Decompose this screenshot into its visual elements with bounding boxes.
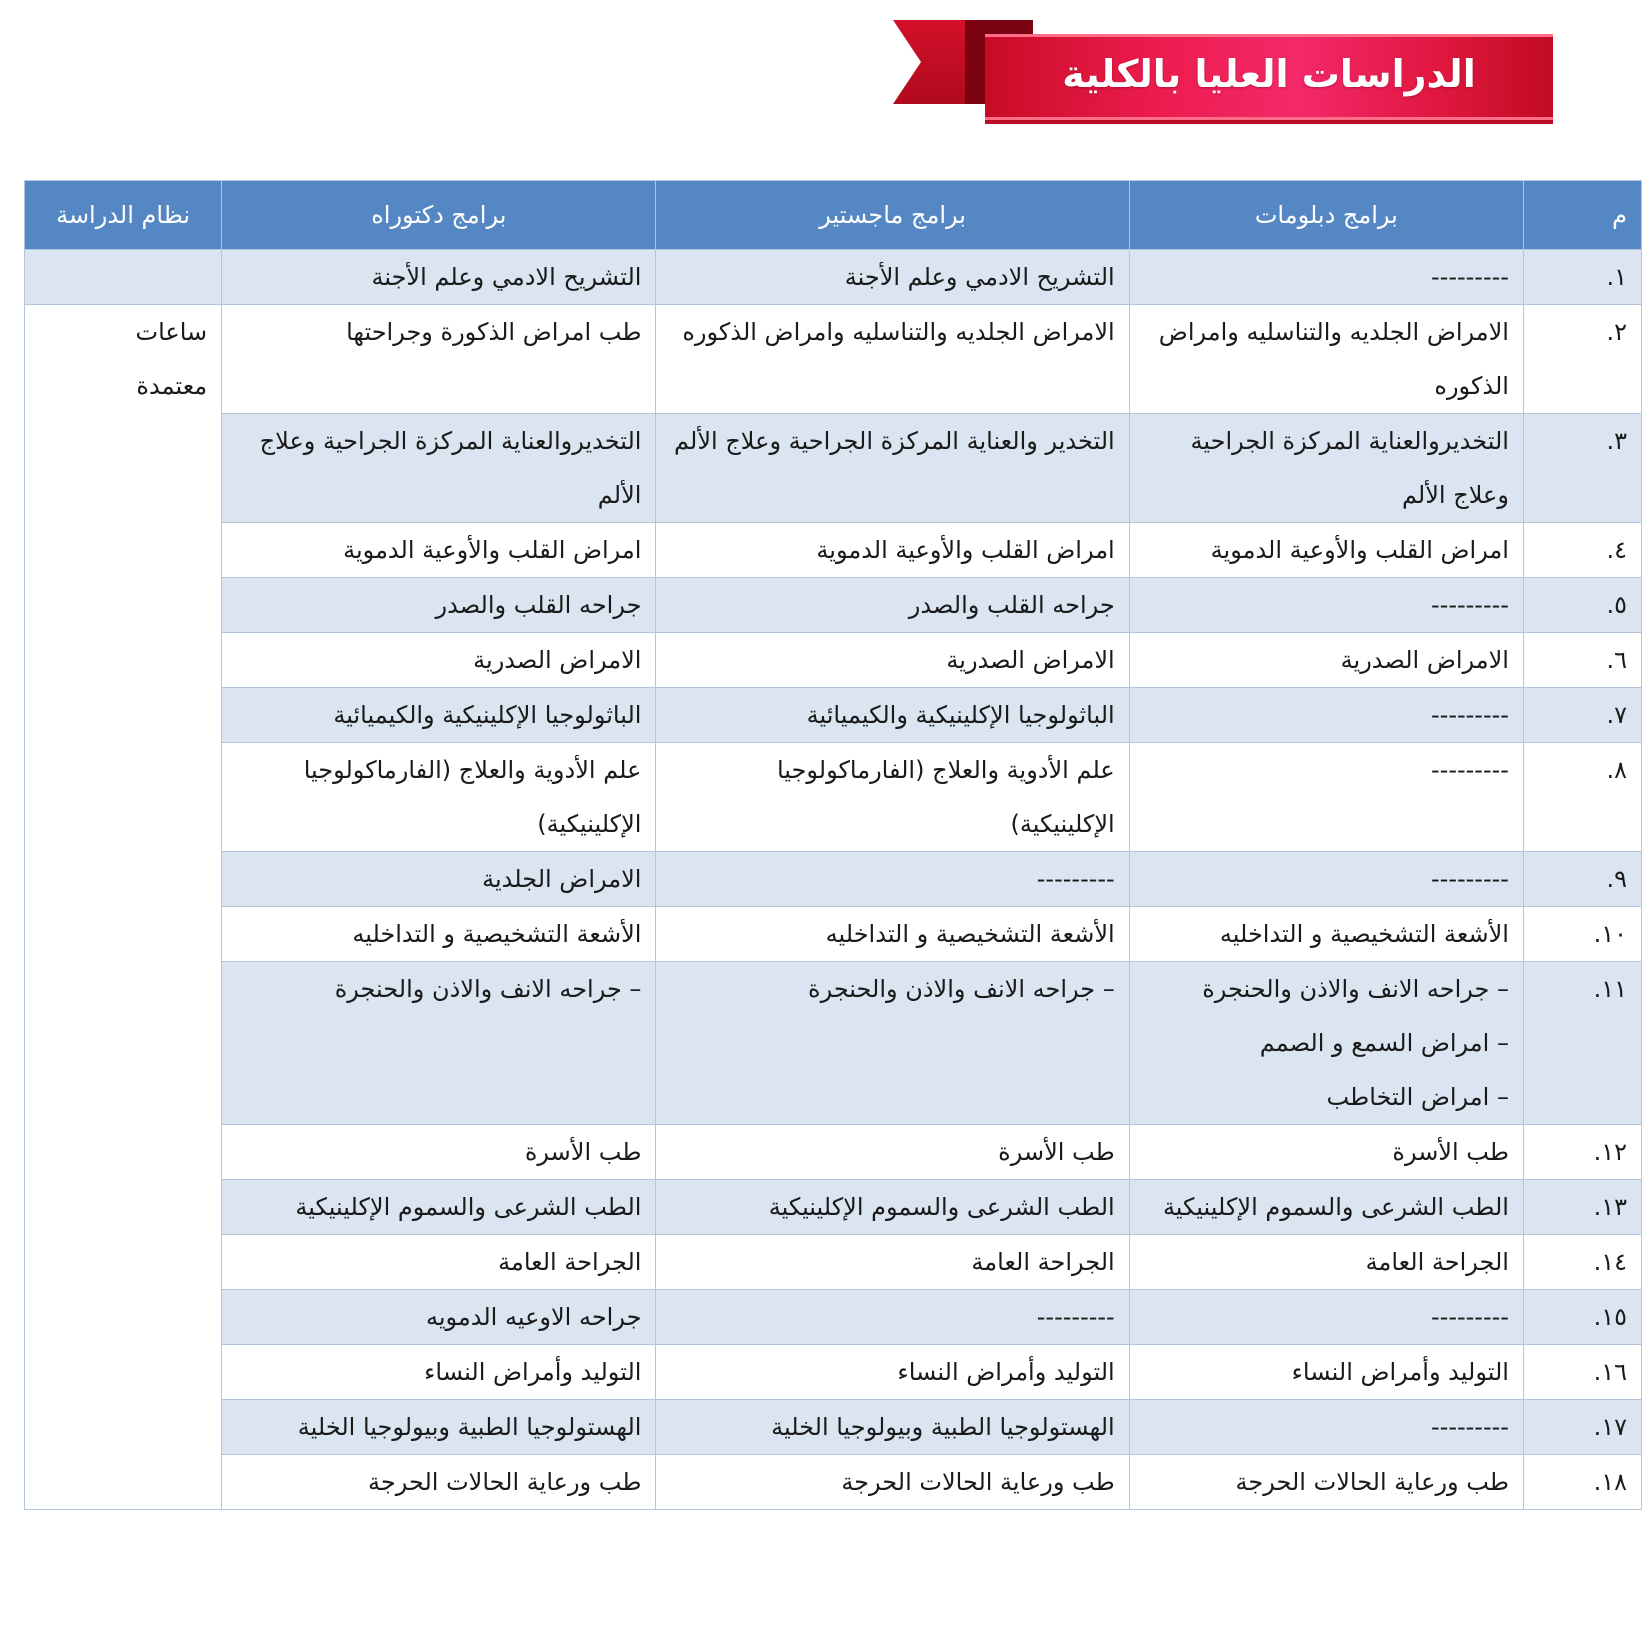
- cell-diploma: طب الأسرة: [1129, 1125, 1523, 1180]
- cell-num: ٧.: [1523, 688, 1641, 743]
- table-row: [25, 250, 1642, 305]
- cell-master: الأشعة التشخيصية و التداخليه: [656, 907, 1129, 962]
- cell-doctorate: الامراض الجلدية: [222, 852, 656, 907]
- cell-master: ---------: [656, 852, 1129, 907]
- table-row: [25, 1125, 1642, 1180]
- cell-num: ١٠.: [1523, 907, 1641, 962]
- cell-doctorate: الطب الشرعى والسموم الإكلينيكية: [222, 1180, 656, 1235]
- cell-doctorate: – جراحه الانف والاذن والحنجرة: [222, 962, 656, 1125]
- cell-doctorate: طب امراض الذكورة وجراحتها: [222, 305, 656, 414]
- cell-diploma: الامراض الصدرية: [1129, 633, 1523, 688]
- cell-master: علم الأدوية والعلاج (الفارماكولوجيا الإكلينيكية): [656, 743, 1129, 852]
- table-row: [25, 1455, 1642, 1510]
- cell-num: ١٤.: [1523, 1235, 1641, 1290]
- system-line-2: معتمدة: [136, 372, 208, 400]
- cell-doctorate: جراحه القلب والصدر: [222, 578, 656, 633]
- table-row: [25, 1290, 1642, 1345]
- cell-diploma: ---------: [1129, 250, 1523, 305]
- table-row: [25, 907, 1642, 962]
- table-row: [25, 1345, 1642, 1400]
- cell-num: ٨.: [1523, 743, 1641, 852]
- table-row: [25, 305, 1642, 414]
- table-row: [25, 578, 1642, 633]
- header-num: م: [1523, 181, 1641, 250]
- cell-diploma: ---------: [1129, 688, 1523, 743]
- cell-master: طب ورعاية الحالات الحرجة: [656, 1455, 1129, 1510]
- table-row: [25, 1180, 1642, 1235]
- cell-num: ١٧.: [1523, 1400, 1641, 1455]
- cell-doctorate: الهستولوجيا الطبية وبيولوجيا الخلية: [222, 1400, 656, 1455]
- cell-master: التشريح الادمي وعلم الأجنة: [656, 250, 1129, 305]
- cell-diploma: الامراض الجلديه والتناسليه وامراض الذكوره: [1129, 305, 1523, 414]
- cell-num: ١٦.: [1523, 1345, 1641, 1400]
- cell-doctorate: الامراض الصدرية: [222, 633, 656, 688]
- cell-master: التوليد وأمراض النساء: [656, 1345, 1129, 1400]
- cell-doctorate: الجراحة العامة: [222, 1235, 656, 1290]
- cell-doctorate: الباثولوجيا الإكلينيكية والكيميائية: [222, 688, 656, 743]
- table-row: [25, 743, 1642, 852]
- cell-system: [25, 305, 222, 1510]
- cell-master: – جراحه الانف والاذن والحنجرة: [656, 962, 1129, 1125]
- cell-diploma: ---------: [1129, 743, 1523, 852]
- header-diploma: برامج دبلومات: [1129, 181, 1523, 250]
- table-row: [25, 1400, 1642, 1455]
- title-banner: [893, 20, 1553, 124]
- header-master: برامج ماجستير: [656, 181, 1129, 250]
- cell-num: ٤.: [1523, 523, 1641, 578]
- cell-diploma: الأشعة التشخيصية و التداخليه: [1129, 907, 1523, 962]
- table-row: [25, 414, 1642, 523]
- cell-diploma: امراض القلب والأوعية الدموية: [1129, 523, 1523, 578]
- header-doctorate: برامج دكتوراه: [222, 181, 656, 250]
- cell-diploma: ---------: [1129, 852, 1523, 907]
- cell-doctorate: التشريح الادمي وعلم الأجنة: [222, 250, 656, 305]
- cell-master: الجراحة العامة: [656, 1235, 1129, 1290]
- table-row: [25, 962, 1642, 1125]
- cell-num: ١٢.: [1523, 1125, 1641, 1180]
- table-row: [25, 523, 1642, 578]
- cell-master: الهستولوجيا الطبية وبيولوجيا الخلية: [656, 1400, 1129, 1455]
- cell-master: امراض القلب والأوعية الدموية: [656, 523, 1129, 578]
- cell-diploma: التخديروالعناية المركزة الجراحية وعلاج الألم: [1129, 414, 1523, 523]
- cell-diploma: ---------: [1129, 1290, 1523, 1345]
- cell-master: جراحه القلب والصدر: [656, 578, 1129, 633]
- system-line-1: ساعات: [135, 318, 208, 346]
- cell-doctorate: طب ورعاية الحالات الحرجة: [222, 1455, 656, 1510]
- table-row: [25, 688, 1642, 743]
- cell-master: الطب الشرعى والسموم الإكلينيكية: [656, 1180, 1129, 1235]
- table-row: [25, 852, 1642, 907]
- cell-diploma: الجراحة العامة: [1129, 1235, 1523, 1290]
- cell-num: ٦.: [1523, 633, 1641, 688]
- programs-table: [24, 180, 1642, 1510]
- cell-diploma: – جراحه الانف والاذن والحنجرة – امراض السمع و الصمم – امراض التخاطب: [1129, 962, 1523, 1125]
- page-title: الدراسات العليا بالكلية: [1062, 52, 1476, 96]
- cell-doctorate: الأشعة التشخيصية و التداخليه: [222, 907, 656, 962]
- cell-num: ٩.: [1523, 852, 1641, 907]
- cell-master: الامراض الجلديه والتناسليه وامراض الذكوره: [656, 305, 1129, 414]
- cell-doctorate: التخديروالعناية المركزة الجراحية وعلاج الألم: [222, 414, 656, 523]
- cell-master: الامراض الصدرية: [656, 633, 1129, 688]
- cell-num: ١٨.: [1523, 1455, 1641, 1510]
- table-row: [25, 633, 1642, 688]
- cell-num: ٣.: [1523, 414, 1641, 523]
- cell-master: طب الأسرة: [656, 1125, 1129, 1180]
- cell-system-empty: [25, 250, 222, 305]
- cell-diploma: الطب الشرعى والسموم الإكلينيكية: [1129, 1180, 1523, 1235]
- table-header-row: [25, 181, 1642, 250]
- cell-diploma: طب ورعاية الحالات الحرجة: [1129, 1455, 1523, 1510]
- cell-doctorate: علم الأدوية والعلاج (الفارماكولوجيا الإكلينيكية): [222, 743, 656, 852]
- table-row: [25, 1235, 1642, 1290]
- cell-master: الباثولوجيا الإكلينيكية والكيميائية: [656, 688, 1129, 743]
- cell-num: ١٣.: [1523, 1180, 1641, 1235]
- cell-num: ٢.: [1523, 305, 1641, 414]
- cell-num: ١.: [1523, 250, 1641, 305]
- cell-doctorate: امراض القلب والأوعية الدموية: [222, 523, 656, 578]
- cell-master: التخدير والعناية المركزة الجراحية وعلاج الألم: [656, 414, 1129, 523]
- cell-num: ١١.: [1523, 962, 1641, 1125]
- cell-diploma: ---------: [1129, 578, 1523, 633]
- cell-diploma: التوليد وأمراض النساء: [1129, 1345, 1523, 1400]
- header-system: نظام الدراسة: [25, 181, 222, 250]
- cell-doctorate: التوليد وأمراض النساء: [222, 1345, 656, 1400]
- cell-num: ١٥.: [1523, 1290, 1641, 1345]
- cell-doctorate: جراحه الاوعيه الدمويه: [222, 1290, 656, 1345]
- cell-num: ٥.: [1523, 578, 1641, 633]
- cell-master: ---------: [656, 1290, 1129, 1345]
- cell-diploma: ---------: [1129, 1400, 1523, 1455]
- cell-doctorate: طب الأسرة: [222, 1125, 656, 1180]
